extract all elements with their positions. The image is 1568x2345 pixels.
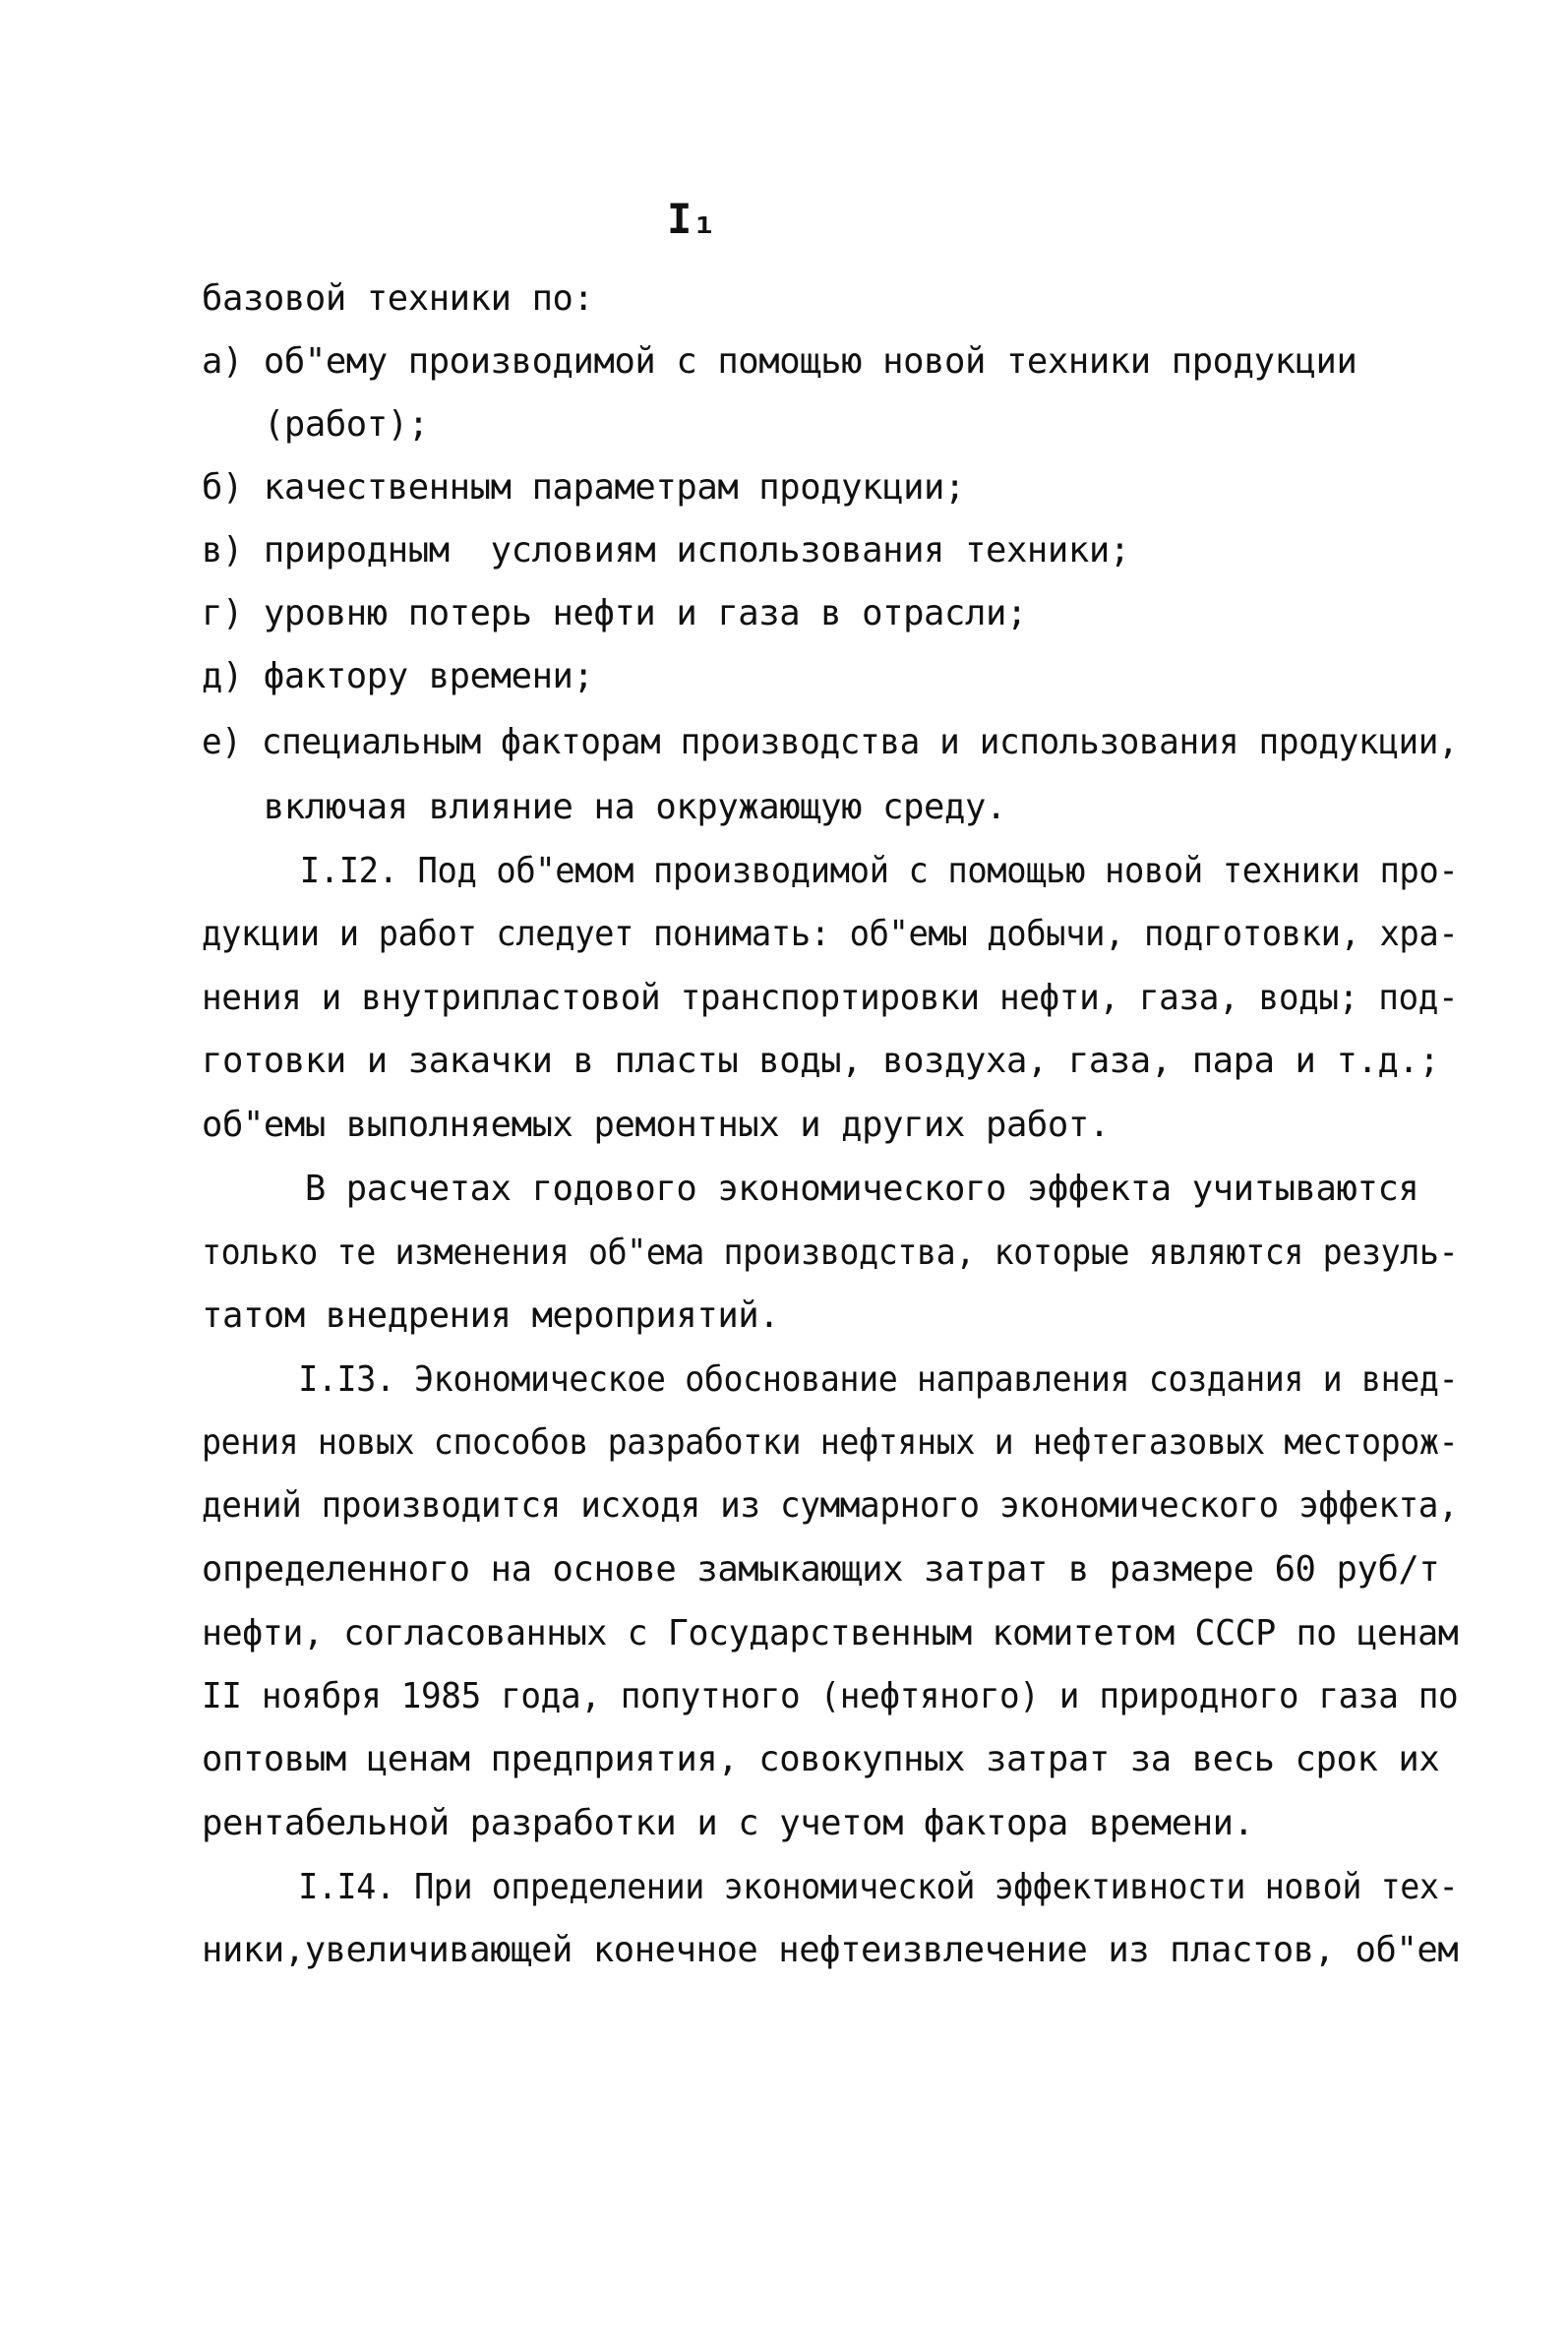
list-item-g: г) уровню потерь нефти и газа в отрасли; [202, 593, 1027, 633]
list-item-b: б) качественным параметрам продукции; [202, 467, 965, 508]
paragraph-1-12-line: нения и внутрипластовой транспортировки нефти, газа, воды; под- [202, 978, 1459, 1018]
list-item-a: а) об"ему производимой с помощью новой техники продукции [202, 341, 1357, 382]
text-line: базовой техники по: [202, 278, 594, 319]
paragraph-1-13-line: рения новых способов разработки нефтяных и нефтегазовых месторож- [202, 1422, 1459, 1463]
paragraph-1-13-line: II ноября 1985 года, попутного (нефтяного) и природного газа по [202, 1676, 1459, 1716]
list-item-a-continuation: (работ); [202, 404, 429, 445]
page-number: I₁ [667, 195, 717, 243]
paragraph-1-13-line: нефти, согласованных с Государственным комитетом СССР по ценам [202, 1613, 1459, 1654]
list-item-e-continuation: включая влияние на окружающую среду. [202, 787, 1006, 827]
paragraph-1-13-line: рентабельной разработки и с учетом фактора времени. [202, 1803, 1254, 1843]
list-item-v: в) природным условиям использования техники; [202, 530, 1130, 571]
paragraph-calc-line: В расчетах годового экономического эффекта учитываются [202, 1169, 1419, 1209]
paragraph-1-12-line: I.I2. Под об"емом производимой с помощью новой техники про- [202, 851, 1459, 891]
paragraph-1-12-line: об"емы выполняемых ремонтных и других работ. [202, 1105, 1110, 1145]
list-item-d: д) фактору времени; [202, 656, 594, 696]
paragraph-calc-line: только те изменения об"ема производства, которые являются резуль- [202, 1233, 1459, 1273]
paragraph-1-14-line: ники,увеличивающей конечное нефтеизвлечение из пластов, об"ем [202, 1930, 1459, 1970]
paragraph-1-14-line: I.I4. При определении экономической эффективности новой тех- [202, 1867, 1459, 1907]
paragraph-1-12-line: готовки и закачки в пласты воды, воздуха, газа, пара и т.д.; [202, 1041, 1440, 1081]
paragraph-1-13-line: определенного на основе замыкающих затрат в размере 60 руб/т [202, 1549, 1440, 1590]
paragraph-1-12-line: дукции и работ следует понимать: об"емы добычи, подготовки, хра- [202, 914, 1459, 954]
paragraph-1-13-line: I.I3. Экономическое обоснование направления создания и внед- [202, 1359, 1459, 1400]
list-item-e: е) специальным факторам производства и использования продукции, [202, 722, 1459, 762]
paragraph-1-13-line: дений производится исходя из суммарного экономического эффекта, [202, 1485, 1459, 1526]
paragraph-1-13-line: оптовым ценам предприятия, совокупных затрат за весь срок их [202, 1739, 1440, 1779]
paragraph-calc-line: татом внедрения мероприятий. [202, 1295, 780, 1336]
